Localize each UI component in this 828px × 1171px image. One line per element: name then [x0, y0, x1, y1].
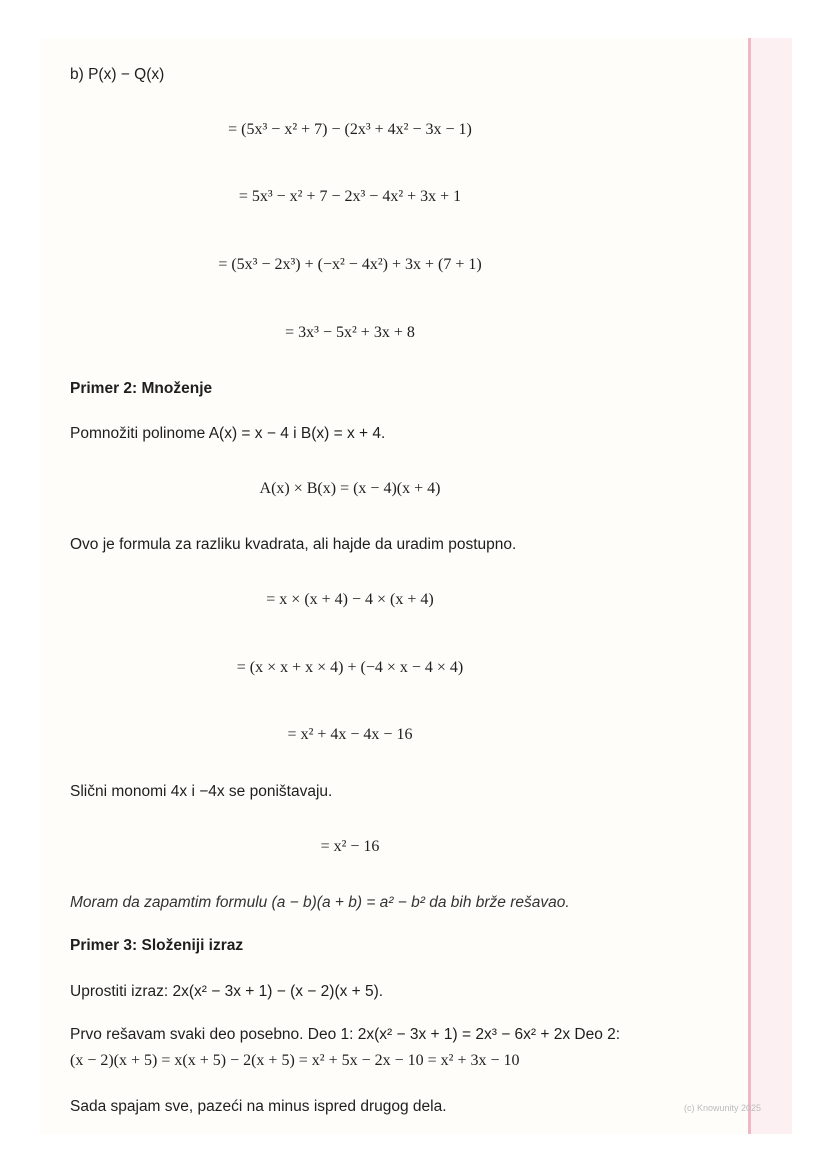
equation-step: = 3x³ − 5x² + 3x + 8 — [285, 324, 415, 341]
equation-step: = x² + 4x − 4x − 16 — [287, 726, 413, 743]
part-b-label: b) P(x) − Q(x) — [70, 66, 165, 83]
watermark: (c) Knowunity 2025 — [684, 1103, 762, 1113]
equation-step: = x × (x + 4) − 4 × (x + 4) — [266, 591, 434, 608]
margin-strip — [748, 38, 792, 1134]
equation-step: = (5x³ − x² + 7) − (2x³ + 4x² − 3x − 1) — [228, 121, 472, 138]
equation-step: = (5x³ − 2x³) + (−x² − 4x²) + 3x + (7 + 1) — [218, 256, 482, 273]
paragraph: Ovo je formula za razliku kvadrata, ali hajde da uradim postupno. — [70, 536, 517, 553]
section-heading: Primer 3: Složeniji izraz — [70, 937, 244, 954]
equation-step: A(x) × B(x) = (x − 4)(x + 4) — [259, 480, 441, 497]
equation-step: = (x × x + x × 4) + (−4 × x − 4 × 4) — [236, 659, 464, 676]
paragraph: Slični monomi 4x i −4x se poništavaju. — [70, 783, 333, 800]
paragraph: Pomnožiti polinome A(x) = x − 4 i B(x) = x + 4. — [70, 425, 386, 442]
paragraph: Uprostiti izraz: 2x(x² − 3x + 1) − (x − 2)(x + 5). — [70, 983, 384, 1000]
paragraph: (x − 2)(x + 5) = x(x + 5) − 2(x + 5) = x² + 5x − 2x − 10 = x² + 3x − 10 — [70, 1052, 520, 1069]
equation-step: = 5x³ − x² + 7 − 2x³ − 4x² + 3x + 1 — [238, 188, 462, 205]
paragraph: Prvo rešavam svaki deo posebno. Deo 1: 2x(x² − 3x + 1) = 2x³ − 6x² + 2x Deo 2: — [70, 1026, 621, 1043]
margin-line — [748, 38, 751, 1134]
section-heading: Primer 2: Množenje — [70, 380, 213, 397]
equation-step: = x² − 16 — [320, 838, 380, 855]
paragraph: Sada spajam sve, pazeći na minus ispred drugog dela. — [70, 1098, 447, 1115]
note: Moram da zapamtim formulu (a − b)(a + b) = a² − b² da bih brže rešavao. — [70, 894, 570, 911]
